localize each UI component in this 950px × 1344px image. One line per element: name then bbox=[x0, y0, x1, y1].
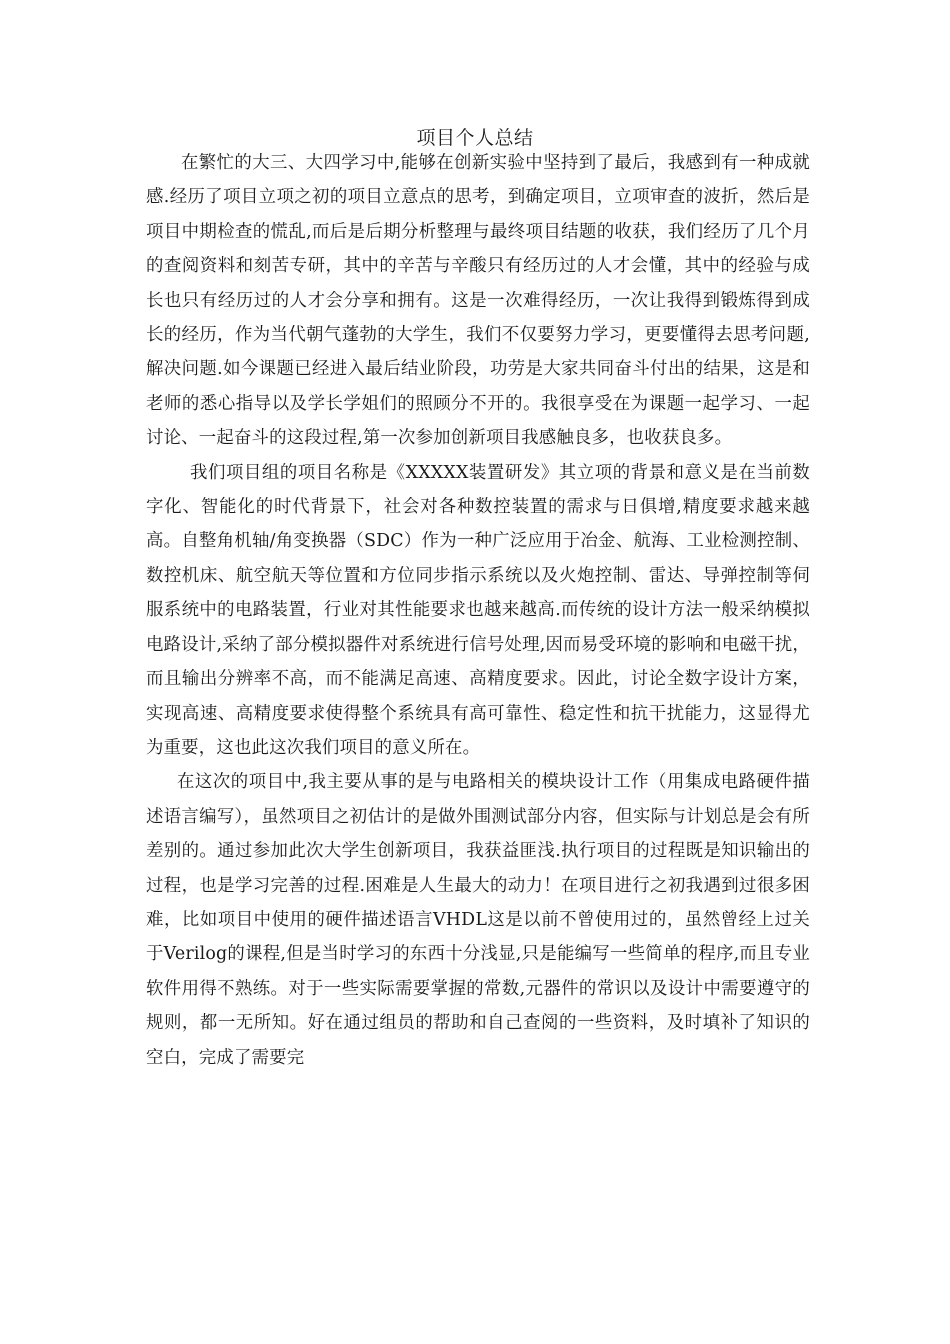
page-title: 项目个人总结 bbox=[416, 127, 534, 149]
paragraph-3: 在这次的项目中,我主要从事的是与电路相关的模块设计工作（用集成电路硬件描述语言编写），虽然项目之初估计的是做外围测试部分内容，但实际与计划总是会有所差别的。通过参加此次大学生创新项目，我获益匪浅.执行项目的过程既是知识输出的过程，也是学习完善的过程.困难是人生最大的动力！在项目进行之初我遇到过很多困难，比如项目中使用的硬件描述语言VHDL这是以前不曾使用过的，虽然曾经上过关于Verilog的课程,但是当时学习的东西十分浅显,只是能编写一些简单的程序,而且专业软件用得不熟练。对于一些实际需要掌握的常数,元器件的常识以及设计中需要遵守的规则，都一无所知。好在通过组员的帮助和自己查阅的一些资料，及时填补了知识的空白，完成了需要完 bbox=[146, 772, 810, 1068]
paragraph-2: 我们项目组的项目名称是《XXXXX装置研发》其立项的背景和意义是在当前数字化、智能化的时代背景下，社会对各种数控装置的需求与日俱增,精度要求越来越高。自整角机轴/角变换器（SDC）作为一种广泛应用于冶金、航海、工业检测控制、数控机床、航空航天等位置和方位同步指示系统以及火炮控制、雷达、导弹控制等伺服系统中的电路装置，行业对其性能要求也越来越高.而传统的设计方法一般采纳模拟电路设计,采纳了部分模拟器件对系统进行信号处理,因而易受环境的影响和电磁干扰，而且输出分辨率不高，而不能满足高速、高精度要求。因此，讨论全数字设计方案，实现高速、高精度要求使得整个系统具有高可靠性、稳定性和抗干扰能力，这显得尤为重要，这也此这次我们项目的意义所在。 bbox=[146, 462, 810, 758]
document-body bbox=[146, 146, 810, 1075]
paragraph-1: 在繁忙的大三、大四学习中,能够在创新实验中坚持到了最后，我感到有一种成就感.经历了项目立项之初的项目立意点的思考，到确定项目，立项审查的波折，然后是项目中期检查的慌乱,而后是后期分析整理与最终项目结题的收获，我们经历了几个月的查阅资料和刻苦专研，其中的辛苦与辛酸只有经历过的人才会懂，其中的经验与成长也只有经历过的人才会分享和拥有。这是一次难得经历，一次让我得到锻炼得到成长的经历，作为当代朝气蓬勃的大学生，我们不仅要努力学习，更要懂得去思考问题,解决问题.如今课题已经进入最后结业阶段，功劳是大家共同奋斗付出的结果，这是和老师的悉心指导以及学长学姐们的照顾分不开的。我很享受在为课题一起学习、一起讨论、一起奋斗的这段过程,第一次参加创新项目我感触良多，也收获良多。 bbox=[146, 153, 810, 449]
